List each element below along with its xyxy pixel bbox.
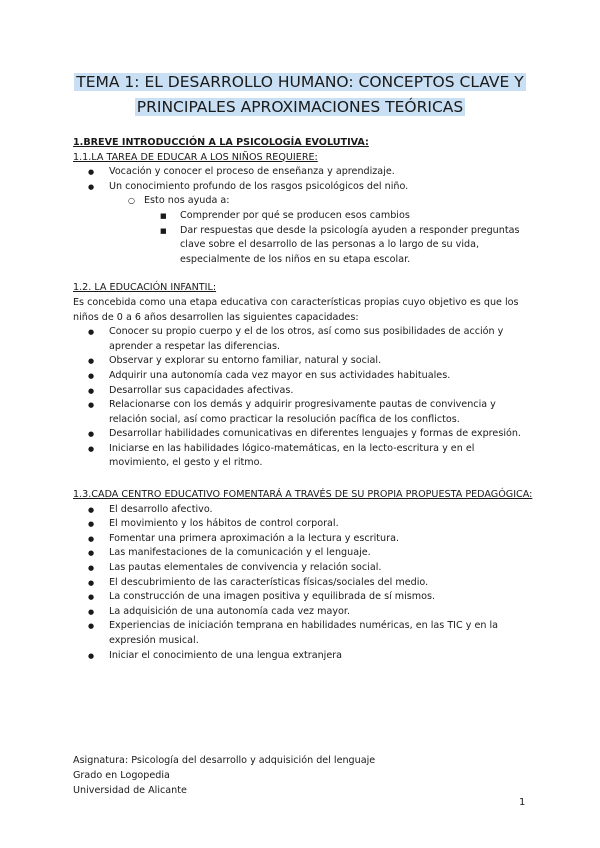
list-item: ● La adquisición de una autonomía cada vez mayor. (109, 605, 533, 620)
section-1-3-list (73, 503, 533, 664)
list-item: ● Fomentar una primera aproximación a la lectura y escritura. (109, 532, 533, 547)
list-item: ○ Esto nos ayuda a: ■ Comprender por qué se producen esos cambios ■ Dar respuestas que desde la psicología ayuden a responder preguntas clave sobre el desarrollo de las personas a lo largo de su vida, especialmente de los niños en su etapa escolar. (144, 194, 533, 267)
nested-list (144, 209, 533, 267)
section-1-heading: 1.BREVE INTRODUCCIÓN A LA PSICOLOGÍA EVOLUTIVA: (73, 137, 369, 148)
nested-list (109, 194, 533, 267)
list-item: ● Desarrollar habilidades comunicativas en diferentes lenguajes y formas de expresión. (109, 427, 533, 442)
list-item: ● El descubrimiento de las características físicas/sociales del medio. (109, 576, 533, 591)
section-1-2-intro: Es concebida como una etapa educativa con características propias cuyo objetivo es que los niños de 0 a 6 años desarrollen las siguientes capacidades: (73, 296, 519, 323)
page-number: 1 (519, 797, 526, 808)
list-item: ● Observar y explorar su entorno familiar, natural y social. (109, 354, 533, 369)
list-item: ■ Dar respuestas que desde la psicología ayuden a responder preguntas clave sobre el desarrollo de las personas a lo largo de su vida, especialmente de los niños en su etapa escolar. (180, 224, 533, 268)
footer-university: Universidad de Alicante (73, 785, 187, 796)
list-item: ● Las manifestaciones de la comunicación y el lenguaje. (109, 546, 533, 561)
footer-subject: Asignatura: Psicología del desarrollo y adquisición del lenguaje (73, 755, 376, 766)
section-1-3-heading: 1.3.CADA CENTRO EDUCATIVO FOMENTARÁ A TRAVÉS DE SU PROPIA PROPUESTA PEDAGÓGICA: (73, 489, 533, 501)
document-title (0, 70, 600, 120)
list-item: ● Relacionarse con los demás y adquirir progresivamente pautas de convivencia y relación social, así como practicar la resolución pacífica de los conflictos. (109, 398, 533, 427)
list-item: ● Iniciar el conocimiento de una lengua extranjera (109, 649, 533, 664)
list-item: ● El desarrollo afectivo. (109, 503, 533, 518)
section-1-1-list (73, 165, 533, 267)
list-item: ● La construcción de una imagen positiva y equilibrada de sí mismos. (109, 590, 533, 605)
list-item: ● Experiencias de iniciación temprana en habilidades numéricas, en las TIC y en la expresión musical. (109, 619, 533, 648)
section-1-2-list (73, 325, 533, 471)
section-1-2-heading: 1.2. LA EDUCACIÓN INFANTIL: (73, 282, 217, 294)
list-item: ● Las pautas elementales de convivencia y relación social. (109, 561, 533, 576)
list-item: ● Desarrollar sus capacidades afectivas. (109, 384, 533, 399)
list-item: ● Conocer su propio cuerpo y el de los otros, así como sus posibilidades de acción y aprender a respetar las diferencias. (109, 325, 533, 354)
list-item: ● Un conocimiento profundo de los rasgos psicológicos del niño. ○ Esto nos ayuda a: ■ Comprender por qué se producen esos cambios ■ Dar respuestas que desde la psicología ayuden a responder preguntas clave sobre el desarrollo de las personas a lo largo de su vida, especialmente de los niños en su etapa escolar. (109, 180, 533, 268)
list-item: ● Adquirir una autonomía cada vez mayor en sus actividades habituales. (109, 369, 533, 384)
list-item: ● Vocación y conocer el proceso de enseñanza y aprendizaje. (109, 165, 533, 180)
document-body (73, 136, 533, 663)
section-1-1-heading: 1.1.LA TAREA DE EDUCAR A LOS NIÑOS REQUIERE: (73, 151, 318, 163)
document-footer (73, 753, 375, 798)
title-line-2: PRINCIPALES APROXIMACIONES TEÓRICAS (136, 98, 464, 116)
list-item: ● Iniciarse en las habilidades lógico-matemáticas, en la lecto-escritura y en el movimiento, el gesto y el ritmo. (109, 442, 533, 471)
list-item: ■ Comprender por qué se producen esos cambios (180, 209, 533, 224)
title-line-1: TEMA 1: EL DESARROLLO HUMANO: CONCEPTOS CLAVE Y (76, 73, 524, 91)
footer-degree: Grado en Logopedia (73, 770, 170, 781)
list-item: ● El movimiento y los hábitos de control corporal. (109, 517, 533, 532)
